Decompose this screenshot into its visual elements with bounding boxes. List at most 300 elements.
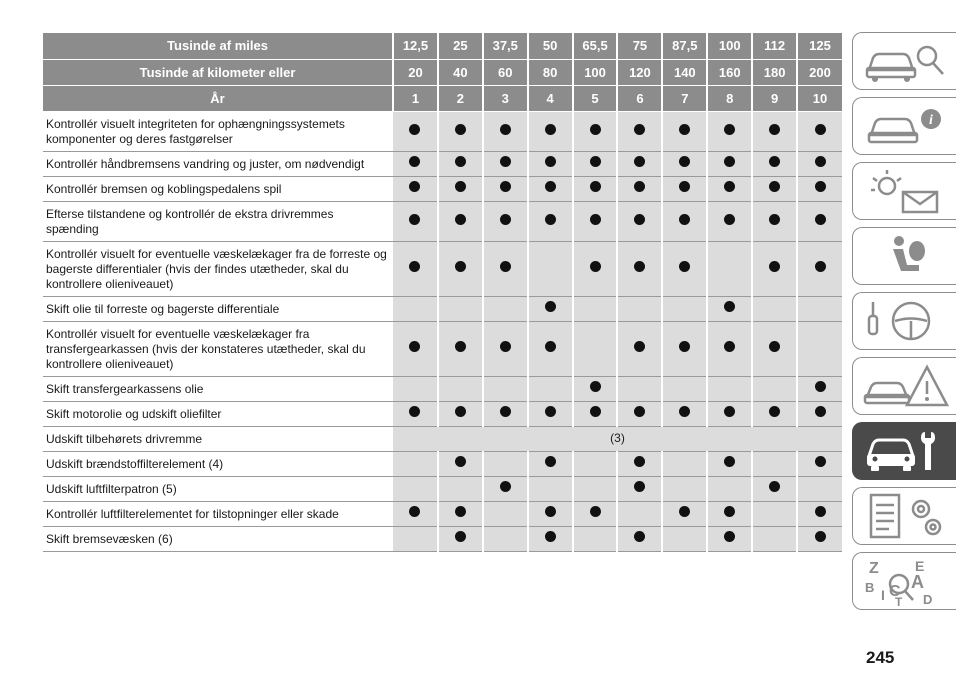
scheduled-dot xyxy=(590,156,601,167)
schedule-cell xyxy=(573,111,618,151)
schedule-cell xyxy=(528,201,573,241)
header-row xyxy=(43,33,842,59)
header-value: 80 xyxy=(528,59,573,85)
schedule-cell xyxy=(573,376,618,401)
schedule-cell xyxy=(617,376,662,401)
scheduled-dot xyxy=(500,406,511,417)
schedule-cell xyxy=(528,111,573,151)
tab-safety[interactable] xyxy=(852,227,956,285)
span-note: (3) xyxy=(393,426,842,451)
schedule-cell xyxy=(438,321,483,376)
header-value: 12,5 xyxy=(393,33,438,59)
header-value: 10 xyxy=(797,85,842,111)
scheduled-dot xyxy=(769,406,780,417)
scheduled-dot xyxy=(724,506,735,517)
scheduled-dot xyxy=(769,156,780,167)
scheduled-dot xyxy=(545,506,556,517)
table-row xyxy=(43,401,842,426)
tab-technical-data[interactable] xyxy=(852,487,956,545)
task-description: Kontrollér visuelt for eventuelle væskelækager fra de forreste og bagerste differentialer (hvis der findes utætheder, skal du kontrollere olieniveauet) xyxy=(43,241,393,296)
schedule-cell xyxy=(438,376,483,401)
schedule-cell xyxy=(393,111,438,151)
car-wrench-icon xyxy=(859,426,951,476)
schedule-cell xyxy=(662,376,707,401)
scheduled-dot xyxy=(455,406,466,417)
scheduled-dot xyxy=(634,181,645,192)
scheduled-dot xyxy=(634,261,645,272)
scheduled-dot xyxy=(724,181,735,192)
header-value: 87,5 xyxy=(662,33,707,59)
header-value: 20 xyxy=(393,59,438,85)
schedule-cell xyxy=(797,176,842,201)
header-value: 140 xyxy=(662,59,707,85)
scheduled-dot xyxy=(545,531,556,542)
scheduled-dot xyxy=(724,214,735,225)
header-value: 2 xyxy=(438,85,483,111)
schedule-cell xyxy=(573,526,618,551)
schedule-cell xyxy=(797,476,842,501)
seat-airbag-icon xyxy=(859,231,951,281)
schedule-cell xyxy=(528,321,573,376)
index-letter-8: D xyxy=(922,592,932,606)
schedule-cell xyxy=(752,451,797,476)
scheduled-dot xyxy=(590,181,601,192)
header-value: 200 xyxy=(797,59,842,85)
schedule-cell xyxy=(662,501,707,526)
scheduled-dot xyxy=(455,531,466,542)
schedule-cell xyxy=(752,321,797,376)
schedule-cell xyxy=(438,241,483,296)
schedule-body xyxy=(43,111,842,551)
scheduled-dot xyxy=(815,181,826,192)
scheduled-dot xyxy=(679,181,690,192)
task-description: Udskift brændstoffilterelement (4) xyxy=(43,451,393,476)
header-label: Tusinde af kilometer eller xyxy=(43,59,393,85)
schedule-cell xyxy=(662,176,707,201)
schedule-cell xyxy=(752,376,797,401)
schedule-cell xyxy=(438,111,483,151)
scheduled-dot xyxy=(724,341,735,352)
scheduled-dot xyxy=(590,506,601,517)
schedule-cell xyxy=(797,241,842,296)
scheduled-dot xyxy=(679,214,690,225)
schedule-cell xyxy=(528,476,573,501)
scheduled-dot xyxy=(500,481,511,492)
header-label: År xyxy=(43,85,393,111)
schedule-cell xyxy=(438,296,483,321)
schedule-cell xyxy=(573,296,618,321)
scheduled-dot xyxy=(455,261,466,272)
schedule-cell xyxy=(752,526,797,551)
schedule-cell xyxy=(393,526,438,551)
scheduled-dot xyxy=(455,456,466,467)
schedule-cell xyxy=(483,241,528,296)
header-row xyxy=(43,85,842,111)
scheduled-dot xyxy=(634,156,645,167)
schedule-cell xyxy=(393,176,438,201)
scheduled-dot xyxy=(455,156,466,167)
schedule-cell xyxy=(752,476,797,501)
schedule-cell xyxy=(483,476,528,501)
schedule-cell xyxy=(617,501,662,526)
task-description: Kontrollér bremsen og koblingspedalens spil xyxy=(43,176,393,201)
schedule-cell xyxy=(573,501,618,526)
schedule-cell xyxy=(707,111,752,151)
index-letter-4: A xyxy=(910,572,924,592)
schedule-cell xyxy=(752,176,797,201)
table-row xyxy=(43,241,842,296)
schedule-cell xyxy=(662,526,707,551)
maintenance-schedule xyxy=(43,33,842,552)
schedule-cell xyxy=(707,451,752,476)
schedule-cell xyxy=(797,501,842,526)
key-steering-wheel-icon xyxy=(859,296,951,346)
task-description: Skift olie til forreste og bagerste differentiale xyxy=(43,296,393,321)
schedule-cell xyxy=(528,241,573,296)
svg-text:i: i xyxy=(928,113,933,128)
header-value: 100 xyxy=(707,33,752,59)
schedule-cell xyxy=(617,151,662,176)
schedule-cell xyxy=(752,501,797,526)
schedule-cell xyxy=(707,296,752,321)
scheduled-dot xyxy=(724,531,735,542)
alphabet-index-icon xyxy=(859,556,951,606)
schedule-cell xyxy=(662,401,707,426)
scheduled-dot xyxy=(455,181,466,192)
header-value: 25 xyxy=(438,33,483,59)
header-value: 120 xyxy=(617,59,662,85)
scheduled-dot xyxy=(545,301,556,312)
schedule-cell xyxy=(617,176,662,201)
task-description: Kontrollér visuelt for eventuelle væskelækager fra transfergearkassen (hvis der konstateres utætheder, skal du kontrollere olieniveauet) xyxy=(43,321,393,376)
schedule-cell xyxy=(393,201,438,241)
schedule-cell xyxy=(797,401,842,426)
schedule-cell xyxy=(617,476,662,501)
schedule-cell xyxy=(393,401,438,426)
scheduled-dot xyxy=(679,341,690,352)
scheduled-dot xyxy=(815,156,826,167)
schedule-cell xyxy=(393,241,438,296)
schedule-cell xyxy=(393,376,438,401)
schedule-cell xyxy=(438,526,483,551)
schedule-cell xyxy=(573,321,618,376)
header-value: 1 xyxy=(393,85,438,111)
schedule-cell xyxy=(528,401,573,426)
scheduled-dot xyxy=(815,456,826,467)
table-row xyxy=(43,201,842,241)
schedule-cell xyxy=(528,451,573,476)
scheduled-dot xyxy=(545,214,556,225)
header-value: 3 xyxy=(483,85,528,111)
scheduled-dot xyxy=(500,181,511,192)
car-magnifier-icon xyxy=(859,36,951,86)
tab-car-info[interactable] xyxy=(852,97,956,155)
task-description: Kontrollér luftfilterelementet for tilstopninger eller skade xyxy=(43,501,393,526)
schedule-cell xyxy=(483,176,528,201)
schedule-cell xyxy=(438,401,483,426)
scheduled-dot xyxy=(500,261,511,272)
schedule-cell xyxy=(662,296,707,321)
task-description: Skift transfergearkassens olie xyxy=(43,376,393,401)
scheduled-dot xyxy=(769,481,780,492)
scheduled-dot xyxy=(545,181,556,192)
header-label: Tusinde af miles xyxy=(43,33,393,59)
schedule-cell xyxy=(483,451,528,476)
scheduled-dot xyxy=(724,406,735,417)
schedule-cell xyxy=(662,201,707,241)
header-value: 125 xyxy=(797,33,842,59)
schedule-cell xyxy=(797,526,842,551)
task-description: Skift motorolie og udskift oliefilter xyxy=(43,401,393,426)
scheduled-dot xyxy=(679,124,690,135)
schedule-cell xyxy=(797,451,842,476)
scheduled-dot xyxy=(815,531,826,542)
schedule-cell xyxy=(662,476,707,501)
scheduled-dot xyxy=(634,481,645,492)
scheduled-dot xyxy=(409,506,420,517)
schedule-cell xyxy=(573,401,618,426)
scheduled-dot xyxy=(590,124,601,135)
table-row xyxy=(43,111,842,151)
task-description: Kontrollér visuelt integriteten for ophængningssystemets komponenter og deres fastgørelser xyxy=(43,111,393,151)
scheduled-dot xyxy=(590,214,601,225)
table-row xyxy=(43,151,842,176)
scheduled-dot xyxy=(634,456,645,467)
scheduled-dot xyxy=(545,341,556,352)
schedule-cell xyxy=(707,321,752,376)
scheduled-dot xyxy=(634,406,645,417)
car-info-icon xyxy=(859,101,951,151)
schedule-cell xyxy=(438,176,483,201)
task-description: Udskift tilbehørets drivremme xyxy=(43,426,393,451)
scheduled-dot xyxy=(679,261,690,272)
schedule-cell xyxy=(483,151,528,176)
schedule-cell xyxy=(438,501,483,526)
schedule-cell xyxy=(662,151,707,176)
schedule-cell xyxy=(662,321,707,376)
header-value: 9 xyxy=(752,85,797,111)
scheduled-dot xyxy=(590,261,601,272)
scheduled-dot xyxy=(815,381,826,392)
scheduled-dot xyxy=(724,156,735,167)
schedule-cell xyxy=(707,476,752,501)
task-description: Kontrollér håndbremsens vandring og juster, om nødvendigt xyxy=(43,151,393,176)
schedule-cell xyxy=(752,241,797,296)
schedule-cell xyxy=(617,241,662,296)
schedule-cell xyxy=(483,296,528,321)
schedule-cell xyxy=(707,376,752,401)
warning-light-envelope-icon xyxy=(859,166,951,216)
table-row xyxy=(43,501,842,526)
schedule-cell xyxy=(393,451,438,476)
header-value: 65,5 xyxy=(573,33,618,59)
scheduled-dot xyxy=(500,214,511,225)
schedule-cell xyxy=(438,151,483,176)
scheduled-dot xyxy=(815,214,826,225)
scheduled-dot xyxy=(545,156,556,167)
schedule-cell xyxy=(483,321,528,376)
scheduled-dot xyxy=(500,341,511,352)
schedule-cell xyxy=(707,151,752,176)
scheduled-dot xyxy=(634,341,645,352)
scheduled-dot xyxy=(409,124,420,135)
scheduled-dot xyxy=(634,124,645,135)
scheduled-dot xyxy=(724,301,735,312)
scheduled-dot xyxy=(455,124,466,135)
header-value: 180 xyxy=(752,59,797,85)
table-row xyxy=(43,526,842,551)
table-row xyxy=(43,321,842,376)
scheduled-dot xyxy=(455,341,466,352)
header-value: 50 xyxy=(528,33,573,59)
table-row xyxy=(43,176,842,201)
schedule-cell xyxy=(528,176,573,201)
scheduled-dot xyxy=(634,214,645,225)
schedule-cell xyxy=(662,111,707,151)
schedule-cell xyxy=(617,296,662,321)
schedule-cell xyxy=(393,321,438,376)
schedule-cell xyxy=(528,526,573,551)
schedule-cell xyxy=(662,451,707,476)
header-row xyxy=(43,59,842,85)
schedule-cell xyxy=(393,501,438,526)
car-crash-warning-icon xyxy=(859,361,951,411)
schedule-cell xyxy=(707,201,752,241)
table-row xyxy=(43,476,842,501)
scheduled-dot xyxy=(545,406,556,417)
scheduled-dot xyxy=(409,341,420,352)
header-value: 37,5 xyxy=(483,33,528,59)
schedule-cell xyxy=(797,376,842,401)
tab-starting-driving[interactable] xyxy=(852,292,956,350)
tab-car-magnifier[interactable] xyxy=(852,32,956,90)
scheduled-dot xyxy=(769,181,780,192)
header-value: 5 xyxy=(573,85,618,111)
schedule-cell xyxy=(483,201,528,241)
scheduled-dot xyxy=(679,156,690,167)
header-value: 60 xyxy=(483,59,528,85)
scheduled-dot xyxy=(409,156,420,167)
tab-emergency[interactable] xyxy=(852,357,956,415)
schedule-cell xyxy=(438,476,483,501)
table-row xyxy=(43,296,842,321)
schedule-cell xyxy=(528,376,573,401)
scheduled-dot xyxy=(769,214,780,225)
schedule-cell xyxy=(752,111,797,151)
schedule-cell xyxy=(617,451,662,476)
schedule-cell xyxy=(797,151,842,176)
scheduled-dot xyxy=(590,406,601,417)
task-description: Skift bremsevæsken (6) xyxy=(43,526,393,551)
schedule-cell xyxy=(393,151,438,176)
schedule-cell xyxy=(662,241,707,296)
scheduled-dot xyxy=(724,456,735,467)
scheduled-dot xyxy=(724,124,735,135)
index-letter-6: C xyxy=(888,583,901,600)
schedule-cell xyxy=(707,501,752,526)
schedule-cell xyxy=(573,451,618,476)
scheduled-dot xyxy=(815,506,826,517)
task-description: Udskift luftfilterpatron (5) xyxy=(43,476,393,501)
tab-maintenance[interactable] xyxy=(852,422,956,480)
scheduled-dot xyxy=(545,124,556,135)
scheduled-dot xyxy=(679,406,690,417)
schedule-cell xyxy=(528,501,573,526)
schedule-cell xyxy=(617,111,662,151)
schedule-cell xyxy=(707,241,752,296)
header-value: 6 xyxy=(617,85,662,111)
schedule-cell xyxy=(393,476,438,501)
schedule-cell xyxy=(797,296,842,321)
schedule-cell xyxy=(617,321,662,376)
header-value: 4 xyxy=(528,85,573,111)
scheduled-dot xyxy=(409,214,420,225)
index-letter-2: E xyxy=(914,558,924,574)
chapter-tabs xyxy=(852,32,956,617)
scheduled-dot xyxy=(500,124,511,135)
schedule-cell xyxy=(393,296,438,321)
scheduled-dot xyxy=(769,341,780,352)
schedule-cell xyxy=(797,321,842,376)
tab-warning-lights[interactable] xyxy=(852,162,956,220)
page-number: 245 xyxy=(866,648,895,667)
header-value: 8 xyxy=(707,85,752,111)
schedule-cell xyxy=(573,476,618,501)
header-value: 112 xyxy=(752,33,797,59)
table-row xyxy=(43,376,842,401)
schedule-cell xyxy=(707,526,752,551)
schedule-cell xyxy=(438,201,483,241)
scheduled-dot xyxy=(409,181,420,192)
header-value: 7 xyxy=(662,85,707,111)
schedule-cell xyxy=(483,401,528,426)
header-value: 40 xyxy=(438,59,483,85)
scheduled-dot xyxy=(545,456,556,467)
schedule-header xyxy=(43,33,842,111)
schedule-cell xyxy=(573,241,618,296)
index-letter-7: T xyxy=(894,595,902,606)
tab-index[interactable] xyxy=(852,552,956,610)
schedule-cell xyxy=(438,451,483,476)
schedule-cell xyxy=(707,176,752,201)
schedule-cell xyxy=(483,501,528,526)
scheduled-dot xyxy=(815,124,826,135)
document-gears-icon xyxy=(859,491,951,541)
table-row xyxy=(43,426,842,451)
schedule-cell xyxy=(617,201,662,241)
maintenance-table xyxy=(43,33,842,552)
schedule-cell xyxy=(573,151,618,176)
schedule-cell xyxy=(483,376,528,401)
scheduled-dot xyxy=(769,124,780,135)
table-row xyxy=(43,451,842,476)
schedule-cell xyxy=(573,176,618,201)
scheduled-dot xyxy=(590,381,601,392)
scheduled-dot xyxy=(815,261,826,272)
scheduled-dot xyxy=(455,506,466,517)
schedule-cell xyxy=(483,526,528,551)
schedule-cell xyxy=(797,201,842,241)
schedule-cell xyxy=(528,296,573,321)
scheduled-dot xyxy=(634,531,645,542)
index-letter-1: Z xyxy=(868,560,879,577)
schedule-cell xyxy=(483,111,528,151)
header-value: 160 xyxy=(707,59,752,85)
schedule-cell xyxy=(707,401,752,426)
index-letter-5: I xyxy=(880,587,885,603)
scheduled-dot xyxy=(409,406,420,417)
schedule-cell xyxy=(752,296,797,321)
